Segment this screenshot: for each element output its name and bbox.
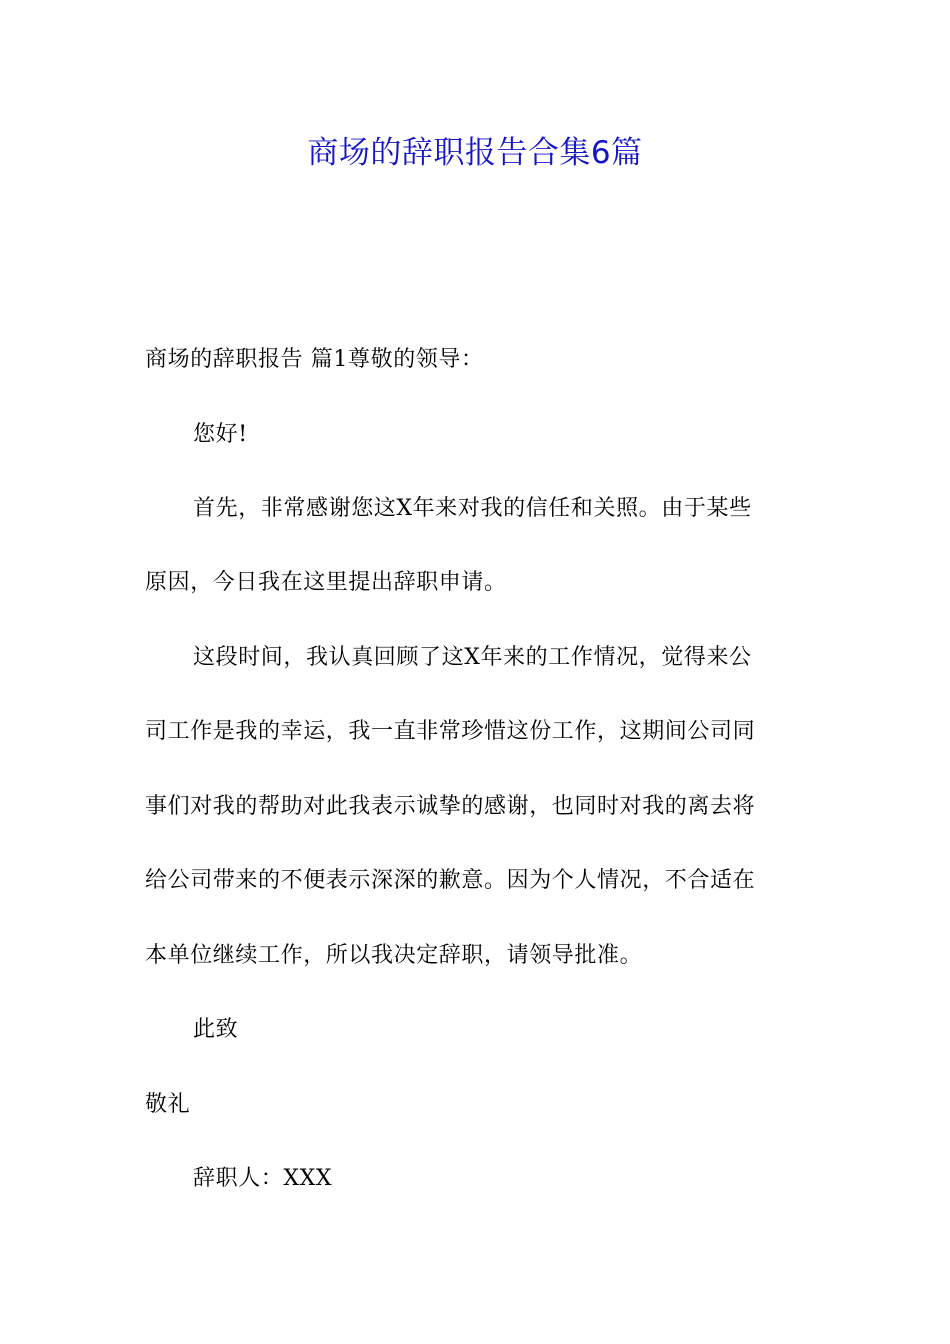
closing-line: 此致 (193, 1017, 239, 1042)
paragraph-line: 司工作是我的幸运，我一直非常珍惜这份工作，这期间公司同 (145, 719, 756, 744)
paragraph-line: 首先，非常感谢您这X年来对我的信任和关照。由于某些 (193, 496, 752, 521)
paragraph-line: 这段时间，我认真回顾了这X年来的工作情况，觉得来公 (193, 645, 752, 670)
greeting-line: 您好! (193, 422, 248, 447)
document-title: 商场的辞职报告合集6篇 (307, 135, 643, 171)
signature-line: 辞职人：XXX (193, 1166, 333, 1191)
paragraph-line: 给公司带来的不便表示深深的歉意。因为个人情况，不合适在 (145, 868, 756, 893)
paragraph-line: 本单位继续工作，所以我决定辞职，请领导批准。 (145, 943, 643, 968)
paragraph-line: 事们对我的帮助对此我表示诚挚的感谢，也同时对我的离去将 (145, 794, 756, 819)
salutation-line: 敬礼 (145, 1092, 191, 1117)
paragraph-line: 原因，今日我在这里提出辞职申请。 (145, 570, 507, 595)
paragraph-line-heading: 商场的辞职报告 篇1尊敬的领导： (145, 347, 484, 372)
